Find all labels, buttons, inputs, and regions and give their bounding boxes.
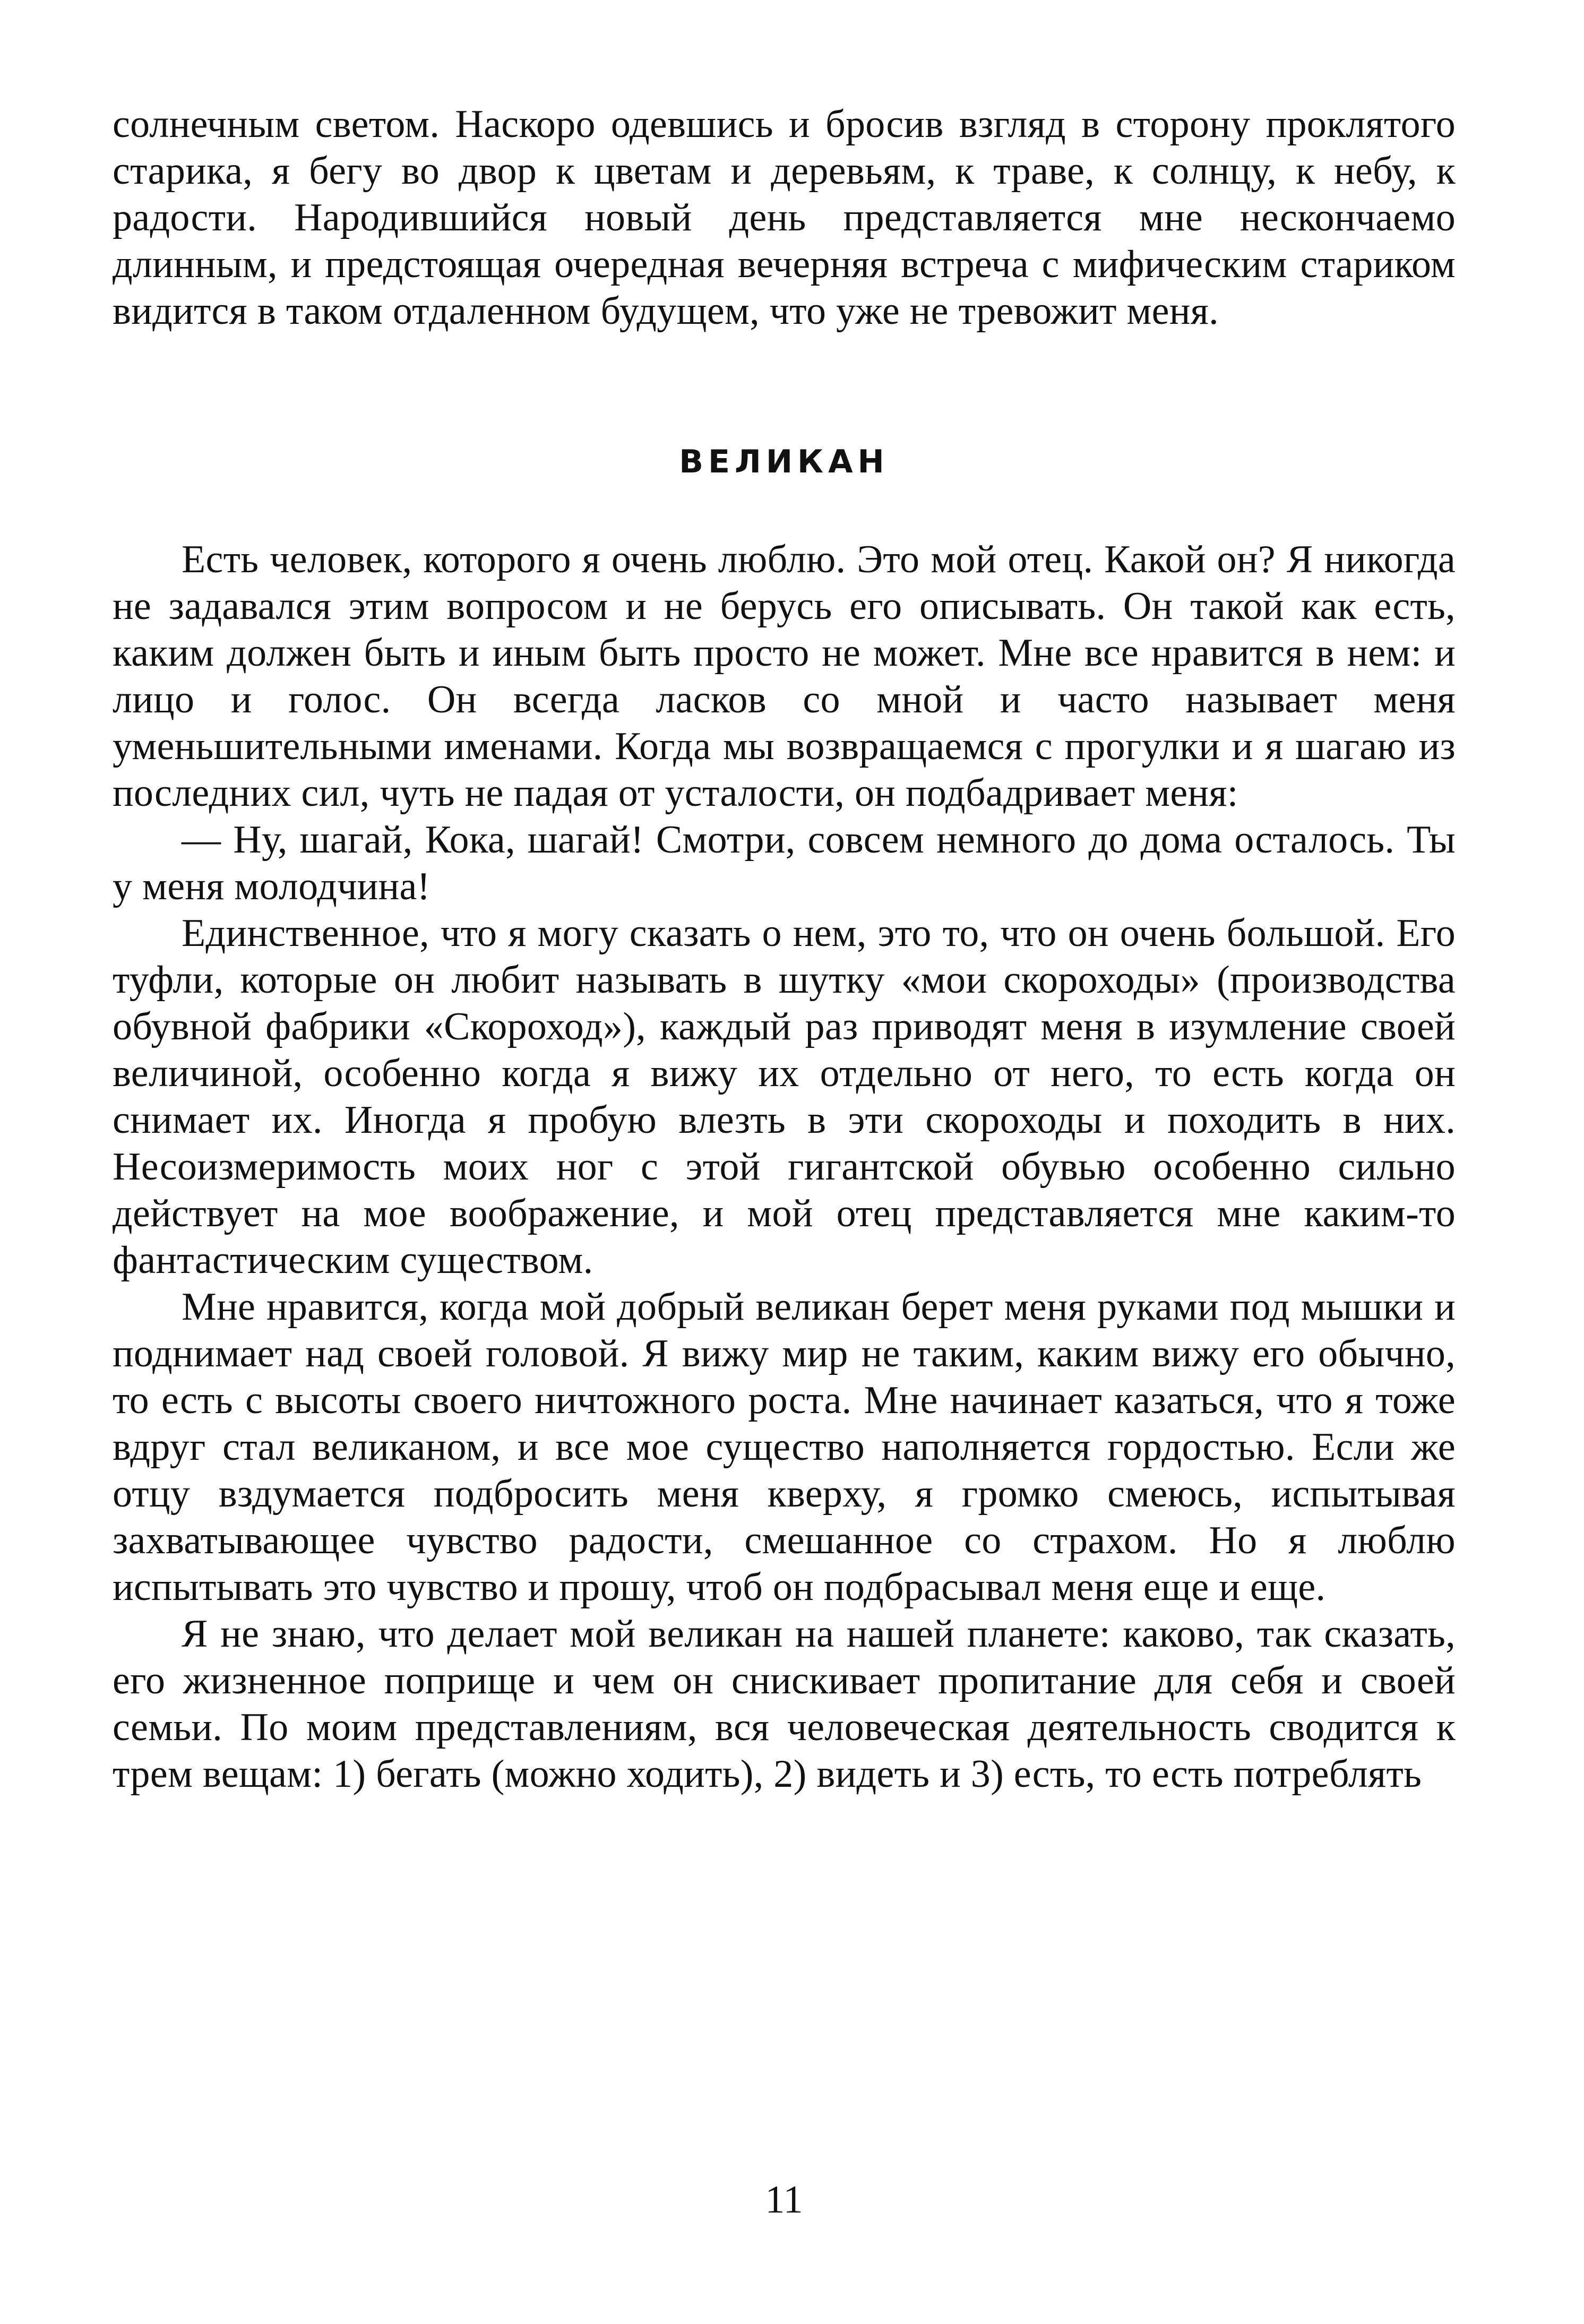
paragraph: Есть человек, которого я очень люблю. Это мой отец. Какой он? Я никогда не задавался этим вопросом и не берусь его описывать. Он такой как есть, каким должен быть и иным быть просто не может. Мне все нравится в нем: и лицо и голос. Он всегда ласков со мной и часто называет меня уменьшительными именами. Когда мы возвращаемся с прогулки и я шагаю из последних сил, чуть не падая от усталости, он подбадривает меня: xyxy=(113,538,1456,815)
chapter-heading: ВЕЛИКАН xyxy=(679,443,889,480)
paragraph: Мне нравится, когда мой добрый великан берет меня руками под мышки и поднимает над своей головой. Я вижу мир не таким, каким вижу его обычно, то есть с высоты своего ничтожного роста. Мне начинает казаться, что я тоже вдруг стал великаном, и все мое существо наполняется гордостью. Если же отцу вздумается подбросить меня кверху, я громко смеюсь, испытывая захватывающее чувство радости, смешанное со страхом. Но я люблю испытывать это чувство и прошу, чтоб он подбрасывал меня еще и еще. xyxy=(113,1285,1456,1609)
paragraph: Единственное, что я могу сказать о нем, это то, что он очень большой. Его туфли, которые он любит называть в шутку «мои скороходы» (производства обувной фабрики «Скороход»), каждый раз приводят меня в изумление своей величиной, особенно когда я вижу их отдельно от него, то есть когда он снимает их. Иногда я пробую влезть в эти скороходы и походить в них. Несоизмеримость моих ног с этой гигантской обувью особенно сильно действует на мое воображение, и мой отец представляется мне каким-то фантастическим существом. xyxy=(113,911,1456,1282)
intro-paragraph: солнечным светом. Наскоро одевшись и бросив взгляд в сторону проклятого старика, я бегу во двор к цветам и деревьям, к траве, к солнцу, к небу, к радости. Народившийся новый день представляется мне нескончаемо длинным, и предстоящая очередная вечерняя встреча с мифическим стариком видится в таком отдаленном будущем, что уже не тревожит меня. xyxy=(113,102,1456,333)
page-number: 11 xyxy=(765,2178,803,2222)
book-page xyxy=(113,101,1456,2277)
paragraph: — Ну, шагай, Кока, шагай! Смотри, совсем немного до дома осталось. Ты у меня молодчина! xyxy=(113,818,1456,908)
paragraph: Я не знаю, что делает мой великан на нашей планете: каково, так сказать, его жизненное поприще и чем он снискивает пропитание для себя и своей семьи. По моим представлениям, вся человеческая деятельность сводится к трем вещам: 1) бегать (можно ходить), 2) видеть и 3) есть, то есть потреблять xyxy=(113,1612,1456,1796)
